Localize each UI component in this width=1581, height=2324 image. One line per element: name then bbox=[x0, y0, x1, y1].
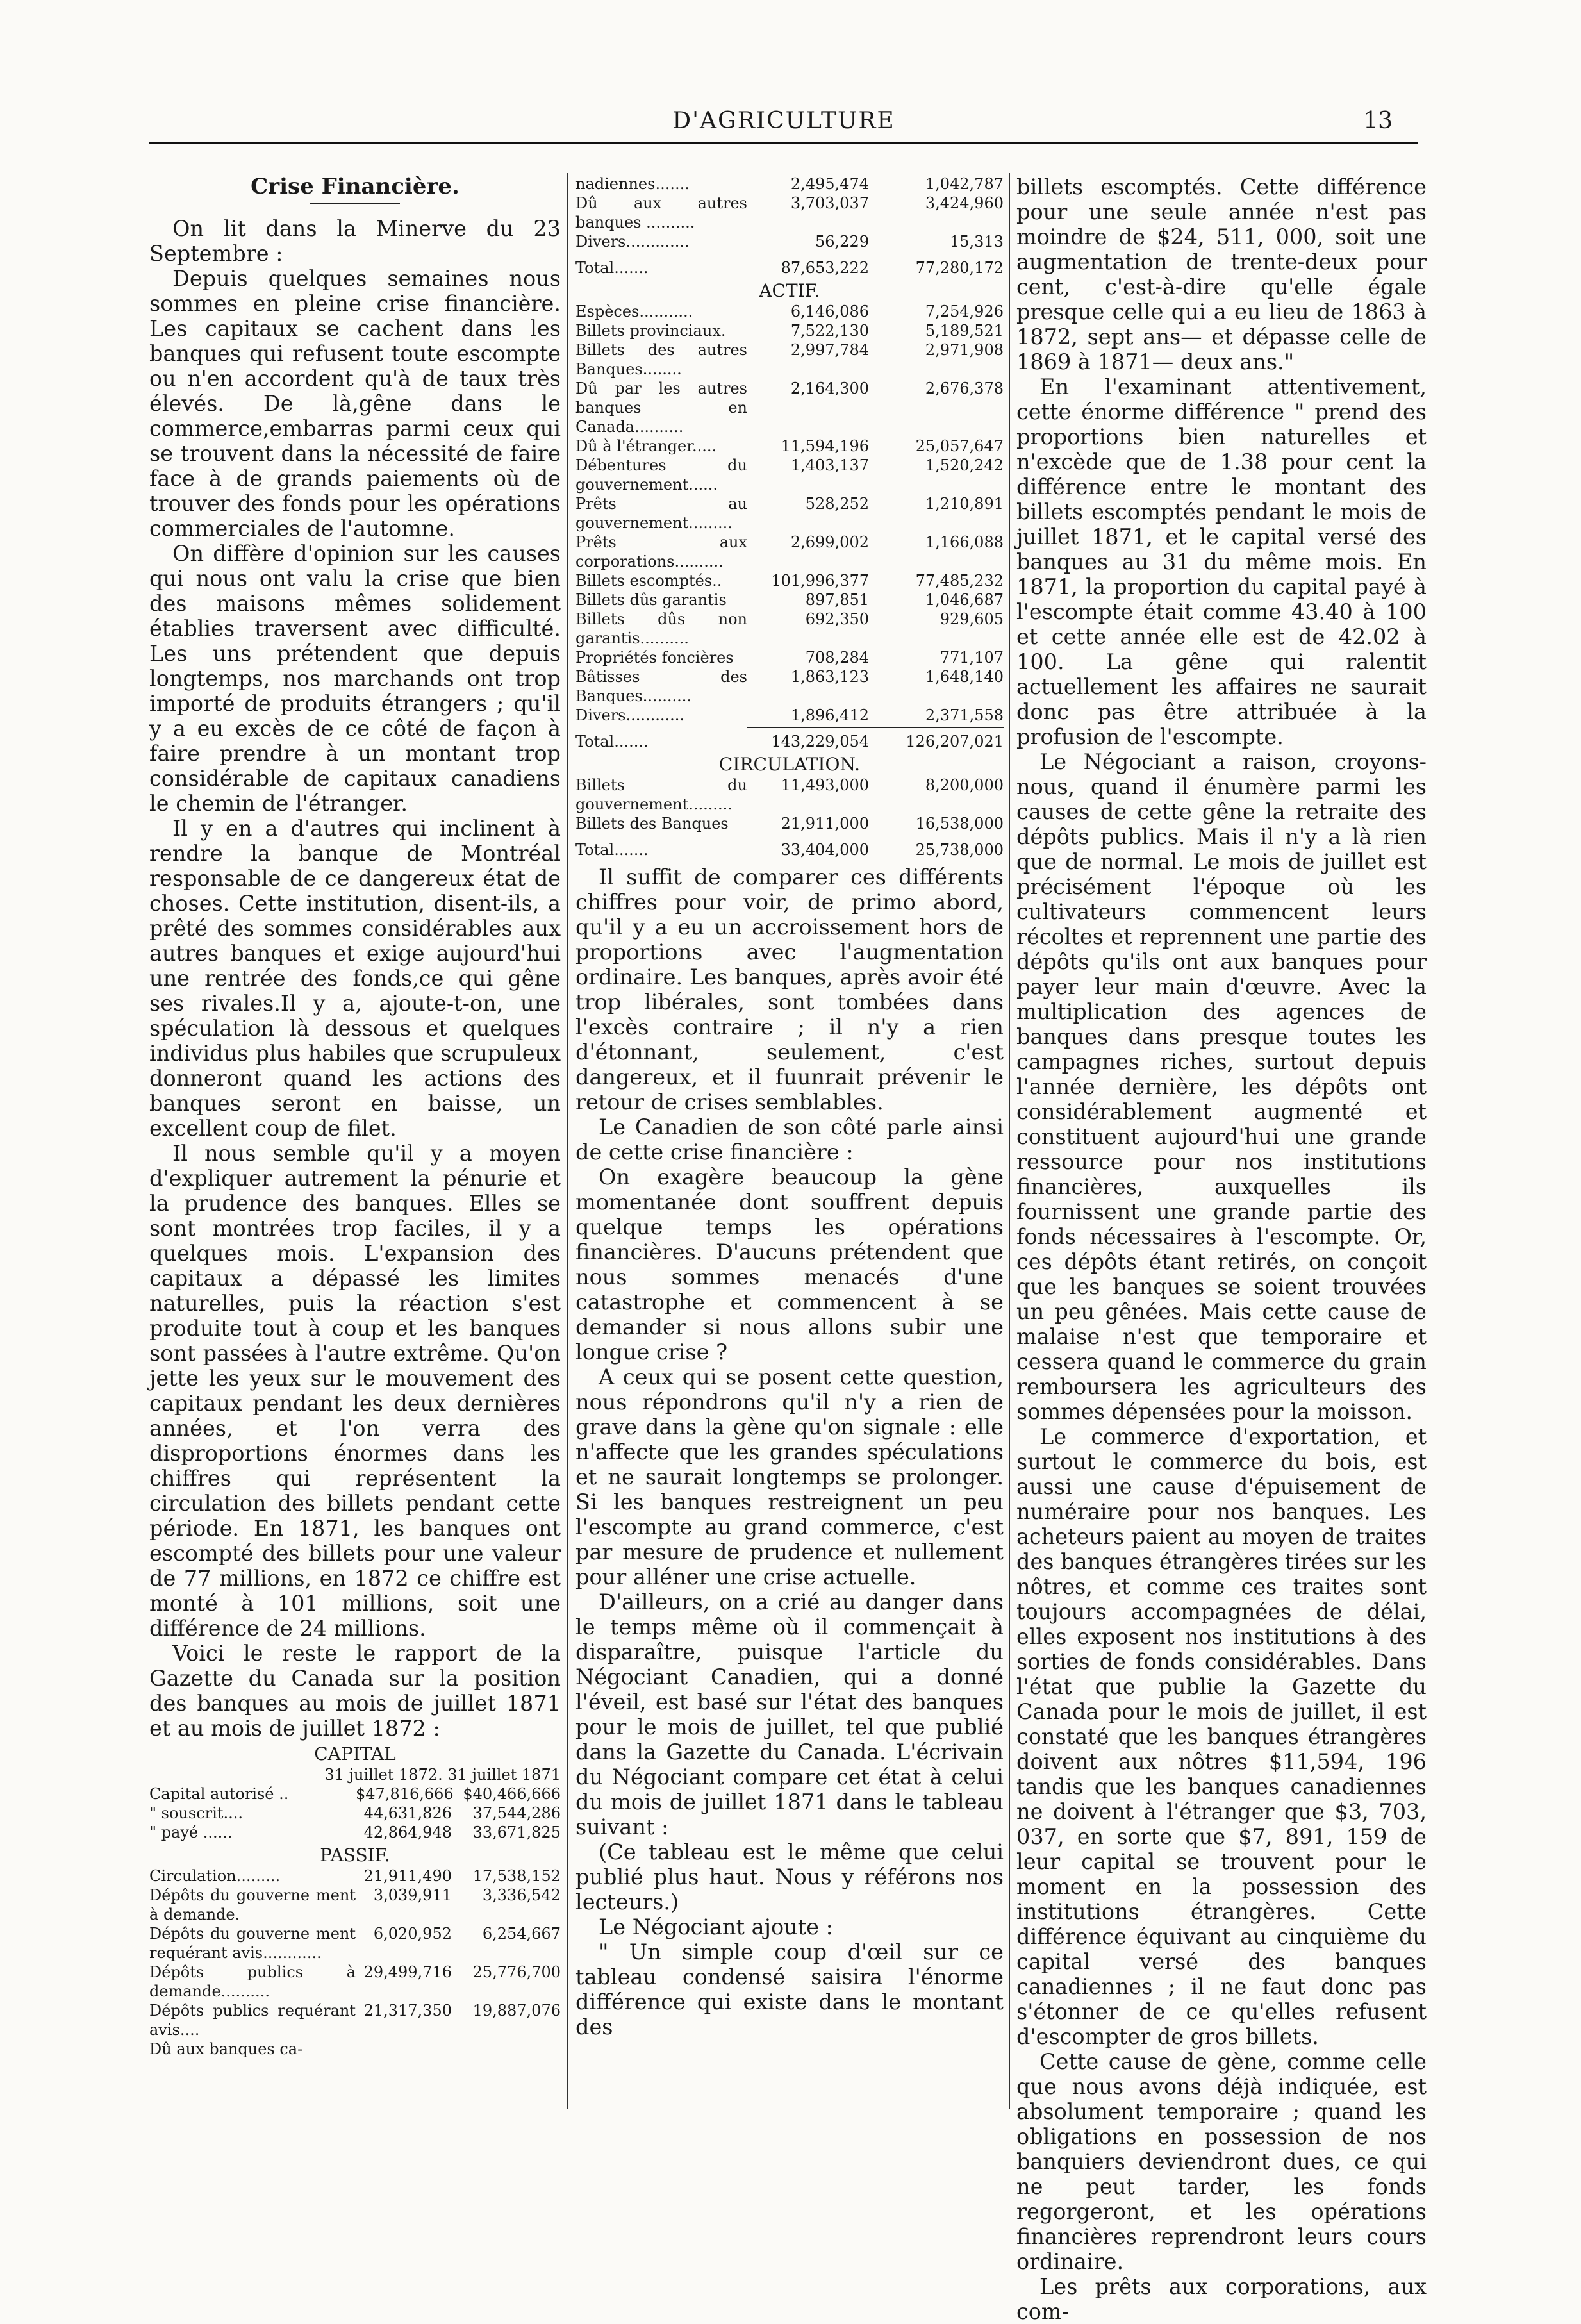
paragraph: On exagère beaucoup la gène momentanée dont souffrent depuis quelque temps les opérations financières. D'aucuns prétendent que nous sommes menacés d'une catastrophe et commencent à se demander si nous allons subir une longue crise ? bbox=[575, 1165, 1004, 1365]
paragraph: (Ce tableau est le même que celui publié plus haut. Nous y référons nos lecteurs.) bbox=[575, 1839, 1004, 1914]
row-label: Espèces........... bbox=[575, 303, 693, 320]
capital-table bbox=[149, 1784, 561, 1842]
table-row bbox=[575, 232, 1004, 251]
value-1871: 1,166,088 bbox=[925, 533, 1004, 551]
column-1 bbox=[149, 174, 561, 2059]
row-label: Billets des autres Banques........ bbox=[575, 341, 747, 378]
table-row bbox=[575, 174, 1004, 194]
value-1871: 19,887,076 bbox=[472, 2002, 561, 2020]
header-rule bbox=[149, 142, 1418, 144]
paragraph: Il y en a d'autres qui inclinent à rendre la banque de Montréal responsable de ce dangereux état de choses. Cette institution, disent-ils, a prêté des sommes considérables aux autres banques et exige aujourd'hui une rentrée des fonds,ce qui gêne ses rivales.Il y a, ajoute-t-on, une spéculation là dessous et quelques individus plus habiles que scrupuleux donneront quand les actions des banques seront en baisse, un excellent coup de filet. bbox=[149, 816, 561, 1141]
value-1872: 44,631,826 bbox=[363, 1804, 452, 1822]
value-1871: 25,776,700 bbox=[472, 1963, 561, 1981]
value-1872: 897,851 bbox=[805, 591, 869, 609]
table-row bbox=[575, 590, 1004, 610]
table-row bbox=[575, 571, 1004, 590]
row-label: Dépôts publics requérant avis.... bbox=[149, 2002, 356, 2039]
value-1871: 3,336,542 bbox=[482, 1886, 561, 1904]
table-row bbox=[575, 776, 1004, 814]
row-label: Dû à l'étranger..... bbox=[575, 437, 717, 455]
table-row bbox=[149, 1924, 561, 1963]
table-row bbox=[149, 1784, 561, 1804]
paragraph: Le Négociant a raison, croyons-nous, quand il énumère parmi les causes de cette gêne la retraite des dépôts publics. Mais il n'y a là rien que de normal. Le mois de juillet est précisément l'époque où les cultivateurs commencent leurs récoltes et reprennent une partie des dépôts qu'ils ont aux banques pour payer leur main d'œuvre. Avec la multiplication des agences de banques dans presque toutes les campagnes riches, surtout depuis l'année dernière, les dépôts ont considérablement augmenté et constituent aujourd'hui une grande ressource pour nos institutions financières, auxquelles ils fournissent une grande partie des fonds nécessaires à l'escompte. Or, ces dépôts étant retirés, on conçoit que les banques se soient trouvées un peu gênées. Mais cette cause de malaise n'est que temporaire et cessera quand le commerce du grain remboursera les agriculteurs des sommes dépensées pour la moisson. bbox=[1016, 749, 1427, 1424]
paragraph: billets escomptés. Cette différence pour une seule année n'est pas moindre de $24, 511, 000, soit une augmentation de trente-deux pour cent, c'est-à-dire qu'elle égale presque celle qui a eu lieu de 1863 à 1872, sept ans— et dépasse celle de 1869 à 1871— deux ans." bbox=[1016, 174, 1427, 374]
value-1872: 6,146,086 bbox=[790, 303, 869, 320]
table-capital-title: CAPITAL bbox=[314, 1743, 396, 1764]
value-1872: 87,653,222 bbox=[781, 259, 869, 277]
paragraph: On lit dans la Minerve du 23 Septembre : bbox=[149, 216, 561, 266]
value-1872: 528,252 bbox=[805, 495, 869, 513]
paragraph: Il nous semble qu'il y a moyen d'expliquer autrement la pénurie et la prudence des banques. Elles se sont montrées trop faciles, il y a quelques mois. L'expansion des capitaux a dépassé les limites naturelles, puis la réaction s'est produite tout à coup et les banques sont passées à l'autre extrême. Qu'on jette les yeux sur le mouvement des capitaux pendant les deux dernières années, et l'on verra des disproportions énormes dans les chiffres qui représentent la circulation des billets pendant cette période. En 1871, les banques ont escompté des billets pour une valeur de 77 millions, en 1872 ce chiffre est monté à 101 millions, soit une différence de 24 millions. bbox=[149, 1141, 561, 1641]
value-1871: 25,057,647 bbox=[915, 437, 1004, 455]
value-1871: 77,485,232 bbox=[915, 572, 1004, 590]
table-row bbox=[575, 533, 1004, 571]
table-actif-title: ACTIF. bbox=[759, 280, 820, 301]
value-1871: 37,544,286 bbox=[472, 1804, 561, 1822]
column-3 bbox=[1016, 174, 1427, 2324]
value-1872: 2,495,474 bbox=[790, 175, 869, 193]
value-1871: 8,200,000 bbox=[925, 776, 1004, 794]
value-1872: 2,997,784 bbox=[790, 341, 869, 359]
table-row bbox=[575, 667, 1004, 706]
value-1871: 1,042,787 bbox=[925, 175, 1004, 193]
value-1871: 1,648,140 bbox=[925, 668, 1004, 686]
column-divider bbox=[567, 173, 568, 2109]
value-1871: 1,520,242 bbox=[925, 456, 1004, 474]
value-1871: $40,466,666 bbox=[463, 1785, 561, 1803]
value-1872: 2,164,300 bbox=[790, 379, 869, 397]
value-1871: 1,210,891 bbox=[925, 495, 1004, 513]
value-1871: 3,424,960 bbox=[925, 194, 1004, 212]
value-1872: 33,404,000 bbox=[781, 841, 869, 859]
value-1872: 21,911,490 bbox=[363, 1867, 452, 1885]
value-1872: 143,229,054 bbox=[771, 733, 869, 751]
row-label: Prêts aux corporations.......... bbox=[575, 533, 747, 570]
table-row bbox=[575, 494, 1004, 533]
value-1871 bbox=[452, 2039, 561, 2059]
column-3-text bbox=[1016, 174, 1427, 2324]
actif-table bbox=[575, 302, 1004, 725]
running-title: D'AGRICULTURE bbox=[672, 108, 895, 134]
table-row bbox=[575, 379, 1004, 436]
value-1871: 17,538,152 bbox=[472, 1867, 561, 1885]
value-1871: 2,676,378 bbox=[925, 379, 1004, 397]
table-row bbox=[149, 2001, 561, 2039]
passif-table bbox=[149, 1866, 561, 2059]
row-label: Divers............. bbox=[575, 233, 690, 251]
value-1872: 1,403,137 bbox=[790, 456, 869, 474]
row-label: Capital autorisé .. bbox=[149, 1785, 289, 1803]
article-heading: Crise Financière. bbox=[251, 174, 459, 199]
paragraph: Depuis quelques semaines nous sommes en pleine crise financière. Les capitaux se cachent dans les banques qui refusent toute escompte ou n'en accordent qu'à de taux très élevés. De là,gêne dans le commerce,embarras parmi ceux qui se trouvent dans la nécessité de faire face à de grands paiements où de trouver des fonds pour les opérations commerciales de l'automne. bbox=[149, 266, 561, 541]
table-dates: 31 juillet 1872. 31 juillet 1871 bbox=[324, 1766, 561, 1784]
circulation-total bbox=[575, 840, 1004, 859]
value-1871: 2,371,558 bbox=[925, 706, 1004, 724]
table-row bbox=[149, 1963, 561, 2001]
table-row bbox=[575, 456, 1004, 494]
table-row bbox=[575, 436, 1004, 456]
row-label: Billets du gouvernement......... bbox=[575, 776, 747, 813]
row-label: Dû par les autres banques en Canada.......... bbox=[575, 379, 747, 436]
value-1872: 11,594,196 bbox=[781, 437, 869, 455]
paragraph: Voici le reste le rapport de la Gazette du Canada sur la position des banques au mois de juillet 1871 et au mois de juillet 1872 : bbox=[149, 1641, 561, 1741]
row-label: " payé ...... bbox=[149, 1823, 233, 1841]
value-1872: 1,896,412 bbox=[790, 706, 869, 724]
table-row bbox=[575, 302, 1004, 321]
row-label: Total....... bbox=[575, 259, 649, 277]
value-1871: 77,280,172 bbox=[915, 259, 1004, 277]
table-row bbox=[575, 258, 1004, 278]
paragraph: En l'examinant attentivement, cette énorme différence " prend des proportions bien naturelles et n'excède que de 1.38 pour cent la différence entre le montant des billets escomptés pendant le mois de juillet 1871, et le capital versé des banques au 31 du même mois. En 1871, la proportion du capital payé à l'escompte était comme 43.40 à 100 et cette année elle est de 42.02 à 100. La gêne qui ralentit actuellement les affaires ne saurait donc pas être attribuée à la profusion de l'escompte. bbox=[1016, 374, 1427, 749]
paragraph: A ceux qui se posent cette question, nous répondrons qu'il n'y a rien de grave dans la gène qu'on signale : elle n'affecte que les grandes spéculations et ne saurait longtemps se prolonger. Si les banques restreignent un peu l'escompte au grand commerce, c'est par mesure de prudence et nullement pour alléner une crise actuelle. bbox=[575, 1365, 1004, 1589]
column-1-text bbox=[149, 216, 561, 1741]
row-label: Divers............ bbox=[575, 706, 685, 724]
value-1871: 6,254,667 bbox=[482, 1925, 561, 1943]
heading-rule bbox=[310, 203, 400, 204]
value-1872: 3,039,911 bbox=[373, 1886, 452, 1904]
table-row bbox=[149, 1866, 561, 1886]
value-1872: 42,864,948 bbox=[363, 1823, 452, 1841]
paragraph: Cette cause de gène, comme celle que nous avons déjà indiquée, est absolument temporaire ; quand les obligations en possession de nos banquiers deviendront dues, ce qui ne peut tarder, les fonds regorgeront, et les opérations financières reprendront leurs cours ordinaire. bbox=[1016, 2049, 1427, 2274]
value-1871: 5,189,521 bbox=[925, 322, 1004, 340]
value-1871: 15,313 bbox=[950, 233, 1004, 251]
row-label: Total....... bbox=[575, 841, 649, 859]
value-1872: 1,863,123 bbox=[790, 668, 869, 686]
value-1872: 3,703,037 bbox=[790, 194, 869, 212]
value-1872: 7,522,130 bbox=[790, 322, 869, 340]
circulation-table bbox=[575, 776, 1004, 833]
table-row bbox=[575, 840, 1004, 859]
row-label: " souscrit.... bbox=[149, 1804, 243, 1822]
value-1871: 1,046,687 bbox=[925, 591, 1004, 609]
table-row bbox=[575, 340, 1004, 379]
table-row bbox=[149, 1804, 561, 1823]
sum-rule bbox=[747, 727, 1004, 728]
page-number: 13 bbox=[1363, 108, 1393, 134]
row-label: nadiennes....... bbox=[575, 175, 690, 193]
table-row bbox=[575, 648, 1004, 667]
table-row bbox=[575, 732, 1004, 751]
table-row bbox=[575, 194, 1004, 232]
row-label: Circulation......... bbox=[149, 1867, 281, 1885]
paragraph: Le Canadien de son côté parle ainsi de cette crise financière : bbox=[575, 1115, 1004, 1165]
value-1871: 2,971,908 bbox=[925, 341, 1004, 359]
value-1871: 25,738,000 bbox=[915, 841, 1004, 859]
value-1872: 101,996,377 bbox=[771, 572, 869, 590]
row-label: Dépôts publics à demande.......... bbox=[149, 1963, 356, 2000]
table-row bbox=[149, 2039, 561, 2059]
value-1872: 692,350 bbox=[805, 610, 869, 628]
value-1872: 11,493,000 bbox=[781, 776, 869, 794]
table-circulation-title: CIRCULATION. bbox=[718, 754, 861, 775]
row-label: Bâtisses des Banques.......... bbox=[575, 668, 747, 705]
row-label: Billets des Banques bbox=[575, 815, 729, 833]
column-2-text bbox=[575, 865, 1004, 2039]
table-row bbox=[575, 610, 1004, 648]
value-1871: 16,538,000 bbox=[915, 815, 1004, 833]
paragraph: " Un simple coup d'œil sur ce tableau condensé saisira l'énorme différence qui existe dans le montant des bbox=[575, 1939, 1004, 2039]
table-row bbox=[575, 321, 1004, 340]
value-1871: 7,254,926 bbox=[925, 303, 1004, 320]
paragraph: Il suffit de comparer ces différents chiffres pour voir, de primo abord, qu'il y a eu un accroissement hors de proportions avec l'augmentation ordinaire. Les banques, après avoir été trop libérales, sont tombées dans l'excès contraire ; il n'y a rien d'étonnant, seulement, c'est dangereux, et il fuunrait prévenir le retour de crises semblables. bbox=[575, 865, 1004, 1115]
table-row bbox=[149, 1886, 561, 1924]
value-1872: 2,699,002 bbox=[790, 533, 869, 551]
paragraph: D'ailleurs, on a crié au danger dans le temps même où il commençait à disparaître, puisque l'article du Négociant Canadien, qui a donné l'éveil, est basé sur l'état des banques pour le mois de juillet, tel que publié dans la Gazette du Canada. L'écrivain du Négociant compare cet état à celui du mois de juillet 1871 dans le tableau suivant : bbox=[575, 1589, 1004, 1839]
row-label: Billets dûs non garantis.......... bbox=[575, 610, 747, 647]
value-1872: 21,317,350 bbox=[363, 2002, 452, 2020]
table-row bbox=[575, 706, 1004, 725]
paragraph: Le Négociant ajoute : bbox=[599, 1914, 833, 1939]
passif-table-continued bbox=[575, 174, 1004, 251]
table-passif-title: PASSIF. bbox=[320, 1845, 390, 1866]
table-row bbox=[575, 814, 1004, 833]
value-1871: 771,107 bbox=[939, 649, 1004, 667]
row-label: Billets dûs garantis bbox=[575, 591, 727, 609]
value-1872: 29,499,716 bbox=[363, 1963, 452, 1981]
value-1872 bbox=[356, 2039, 452, 2059]
value-1872: 21,911,000 bbox=[781, 815, 869, 833]
row-label: Propriétés foncières bbox=[575, 649, 734, 667]
row-label: Prêts au gouvernement......... bbox=[575, 495, 747, 532]
value-1871: 126,207,021 bbox=[906, 733, 1004, 751]
paragraph: Les prêts aux corporations, aux com- bbox=[1016, 2274, 1427, 2324]
row-label: Billets escomptés.. bbox=[575, 572, 722, 590]
row-label: Total....... bbox=[575, 733, 649, 751]
row-label: Billets provinciaux. bbox=[575, 322, 726, 340]
page-header bbox=[149, 108, 1418, 133]
value-1872: 6,020,952 bbox=[373, 1925, 452, 1943]
value-1871: 929,605 bbox=[939, 610, 1004, 628]
row-label: Dépôts du gouverne ment à demande. bbox=[149, 1886, 356, 1923]
row-label: Débentures du gouvernement...... bbox=[575, 456, 747, 494]
row-label: Dépôts du gouverne ment requérant avis............ bbox=[149, 1925, 356, 1962]
column-2 bbox=[575, 174, 1004, 2039]
column-divider bbox=[1009, 173, 1010, 2109]
value-1872: $47,816,666 bbox=[356, 1785, 454, 1803]
passif-total bbox=[575, 258, 1004, 278]
value-1872: 708,284 bbox=[805, 649, 869, 667]
value-1872: 56,229 bbox=[815, 233, 869, 251]
actif-total bbox=[575, 732, 1004, 751]
value-1871: 33,671,825 bbox=[472, 1823, 561, 1841]
paragraph: On diffère d'opinion sur les causes qui nous ont valu la crise que bien des maisons mêmes solidement établies traversent avec difficulté. Les uns prétendent que depuis longtemps, nos marchands ont trop importé de produits étrangers ; qu'il y a eu excès de ce côté de façon à faire prendre à un montant trop considérable de capitaux canadiens le chemin de l'étranger. bbox=[149, 541, 561, 816]
table-row bbox=[149, 1823, 561, 1842]
row-label: Dû aux banques ca- bbox=[149, 2040, 303, 2058]
row-label: Dû aux autres banques .......... bbox=[575, 194, 747, 231]
paragraph: Le commerce d'exportation, et surtout le commerce du bois, est aussi une cause d'épuisement de numéraire pour nos banques. Les acheteurs paient au moyen de traites des banques étrangères tirées sur les nôtres, et comme ces traites sont toujours accompagnées de délai, elles exposent nos institutions à des sorties de fonds considérables. Dans l'état que publie la Gazette du Canada pour le mois de juillet, il est constaté que les banques étrangères doivent aux nôtres $11,594, 196 tandis que les banques canadiennes ne doivent à l'étranger que $3, 703, 037, en sorte que $7, 891, 159 de leur capital se trouvent pour le moment en la possession des institutions étrangères. Cette différence équivant au cinquième du capital versé des banques canadiennes ; il ne faut donc pas s'étonner de ce qu'elles refusent d'escompter de gros billets. bbox=[1016, 1424, 1427, 2049]
